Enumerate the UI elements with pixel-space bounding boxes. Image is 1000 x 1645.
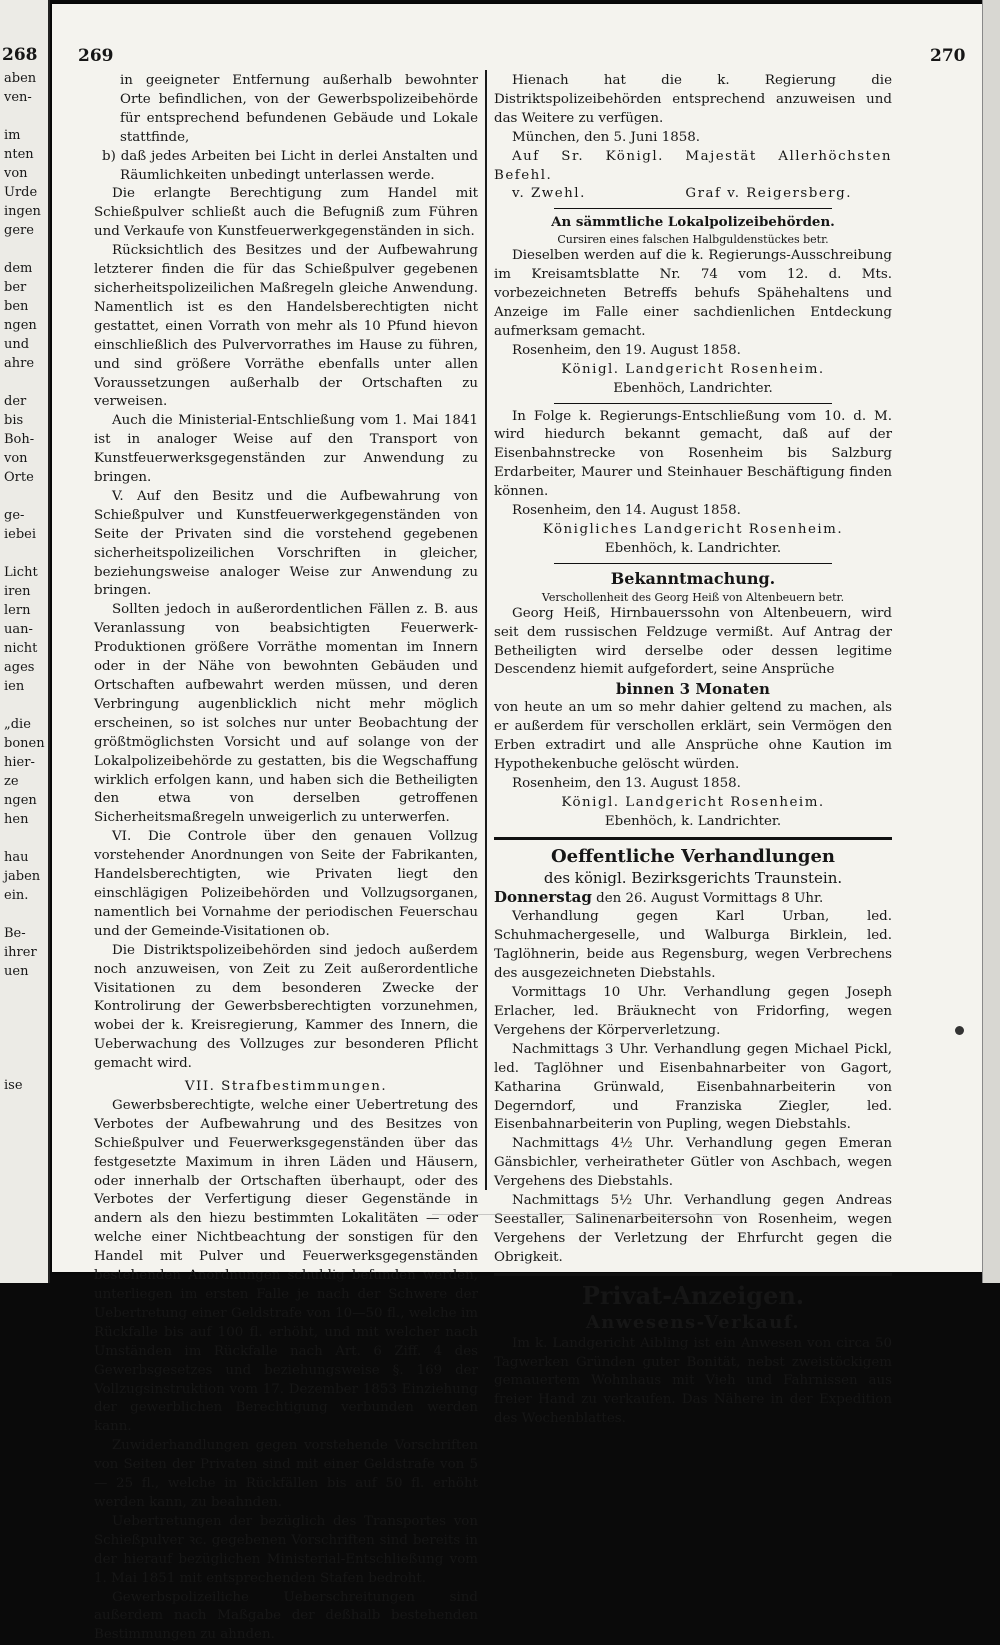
signature: Graf v. Reigersberg. <box>685 185 852 204</box>
hearing-entry: Vormittags 10 Uhr. Verhandlung gegen Joseph Erlacher, led. Bräuknecht von Fridorfing, wegen Vergehens der Körperverletzung. <box>494 984 892 1041</box>
notice-subject: Cursiren eines falschen Halbguldenstückes betr. <box>494 232 892 247</box>
issuer: Königliches Landgericht Rosenheim. <box>494 521 892 540</box>
signatures <box>494 185 892 204</box>
section-heading: Oeffentliche Verhandlungen <box>494 845 892 869</box>
previous-page-fragment: von <box>4 165 48 183</box>
deadline: binnen 3 Monaten <box>494 680 892 699</box>
hearing-entry: Nachmittags 5½ Uhr. Verhandlung gegen Andreas Seestaller, Salinenarbeitersohn von Rosenheim, wegen Vergehens der Verletzung der Ehrfurcht gegen die Obrigkeit. <box>494 1192 892 1268</box>
separator-rule <box>494 837 892 840</box>
previous-page-fragment: iren <box>4 583 48 601</box>
previous-page-fragment: jaben <box>4 868 48 886</box>
hearing-entry: Verhandlung gegen Karl Urban, led. Schuhmachergeselle, und Walburga Birklein, led. Taglöhnerin, beide aus Regensburg, wegen Verbrechens des ausgezeichneten Diebstahls. <box>494 908 892 984</box>
ad-heading: Anwesens-Verkauf. <box>494 1311 892 1335</box>
signature: Ebenhöch, k. Landrichter. <box>494 813 892 832</box>
previous-page-fragment: Urde <box>4 184 48 202</box>
issuer: Königl. Landgericht Rosenheim. <box>494 361 892 380</box>
previous-page-fragment: gere <box>4 222 48 240</box>
day-label: Donnerstag <box>494 888 592 906</box>
paragraph: Auch die Ministerial-Entschließung vom 1. Mai 1841 ist in analoger Weise auf den Transport von Kunstfeuerwerksgegenständen zur Anwendung zu bringen. <box>94 412 478 488</box>
paragraph: Georg Heiß, Hirnbauerssohn von Altenbeuern, wird seit dem russischen Feldzuge vermißt. Auf Antrag der Betheiligten wird derselbe oder dessen legitime Descendenz hiemit aufgefordert, seine Ansprüche <box>494 605 892 681</box>
notice-heading: Bekanntmachung. <box>494 568 892 590</box>
signature: v. Zwehl. <box>512 185 586 204</box>
paragraph: Gewerbsberechtigte, welche einer Uebertretung des Verbotes der Aufbewahrung und des Besitzes von Schießpulver und Feuerwerksgegenständen über das festgesetzte Maximum in ihren Läden und Häusern, oder innerhalb der Ortschaften überhaupt, oder des Verbotes der Verfertigung dieser Gegenstände in andern als den hiezu bestimmten Lokalitäten — oder welche einer Nichtbeachtung der sonstigen für den Handel mit Pulver und Feuerwerksgegenständen bestehenden Anordnungen schuldig befunden werden, unterliegen im ersten Falle je nach der Schwere der Uebertretung einer Geldstrafe von 10—50 fl., welche im Rückfalle bis auf 100 fl. erhöht, und mit welcher nach Umständen im Rückfalle nach Art. 6 Ziff. 4 des Gewerbsgesetzes und beziehungsweise §. 169 der Vollzugsinstruktion vom 17. Dezember 1853 Einziehung der gewerblichen Berechtigung verbunden werden kann. <box>94 1097 478 1437</box>
previous-page-fragment: dem <box>4 260 48 278</box>
hearing-entry: Nachmittags 3 Uhr. Verhandlung gegen Michael Pickl, led. Taglöhner und Eisenbahnarbeiter von Gagort, Katharina Grünwald, Eisenbahnarbeiterin von Degerndorf, und Franziska Ziegler, led. Eisenbahnarbeiterin von Pupling, wegen Diebstahls. <box>494 1041 892 1136</box>
advertisement: Im k. Landgericht Aibling ist ein Anwesen von circa 50 Tagwerken Gründen guter Bonität, nebst zweistöckigem gemauertem Wohnhaus mit Vieh und Fahrnissen aus freier Hand zu verkaufen. Das Nähere in der Expedition des Wochenblattes. <box>494 1335 892 1430</box>
right-column <box>494 72 892 1429</box>
paragraph: von heute an um so mehr dahier geltend zu machen, als er außerdem für verschollen erklärt, sein Vermögen den Erben extradirt und alle Ansprüche ohne Kaution im Hypothekenbuche gelöscht würden. <box>494 699 892 775</box>
previous-page-fragment: ahre <box>4 355 48 373</box>
previous-page-fragment: ihrer <box>4 944 48 962</box>
next-page-edge <box>982 0 1000 1283</box>
paragraph: b) daß jedes Arbeiten bei Licht in derlei Anstalten und Räumlichkeiten unbedingt unterlassen werde. <box>94 148 478 186</box>
paragraph: V. Auf den Besitz und die Aufbewahrung von Schießpulver und Kunstfeuerwerkgegenständen von Seite der Privaten sind die vorstehend gegebenen sicherheitspolizeilichen Vorschriften in gleicher, beziehungsweise analoger Weise zur Anwendung zu bringen. <box>94 488 478 601</box>
column-divider <box>485 70 487 1190</box>
previous-page-fragment: im <box>4 127 48 145</box>
previous-page-fragment: hier- <box>4 754 48 772</box>
page-number-left: 269 <box>78 46 114 66</box>
previous-page-fragment: ber <box>4 279 48 297</box>
previous-page-fragment: ven- <box>4 89 48 107</box>
paragraph: in geeigneter Entfernung außerhalb bewohnter Orte befindlichen, von der Gewerbspolizeibehörde für entsprechend befundenen Gebäude und Lokale stattfinde, <box>94 72 478 148</box>
separator-rule <box>554 563 832 564</box>
separator-rule <box>494 1273 892 1276</box>
section-heading: Privat-Anzeigen. <box>494 1281 892 1311</box>
paragraph: Rücksichtlich des Besitzes und der Aufbewahrung letzterer finden die für das Schießpulver gegebenen sicherheitspolizeilichen Maßregeln gleiche Anwendung. Namentlich ist es den Handelsberechtigten nicht gestattet, einen Vorrath von mehr als 10 Pfund hievon einschließlich des Pulvervorrathes im Hause zu führen, und sind größere Vorräthe ebenfalls unter allen Voraussetzungen außerhalb der Ortschaften zu verweisen. <box>94 242 478 412</box>
previous-page-fragment: iebei <box>4 526 48 544</box>
previous-page-fragment: von <box>4 450 48 468</box>
paragraph: Uebertretungen der bezüglich des Transportes von Schießpulver ꝛc. gegebenen Vorschriften sind bereits in der hierauf bezüglichen Ministerial-Entschließung vom 1. Mai 1851 mit entsprechenden Stafen bedroht. <box>94 1513 478 1589</box>
previous-page-fragment: lern <box>4 602 48 620</box>
previous-page-number: 268 <box>2 45 38 65</box>
paragraph: Gewerbspolizeiliche Ueberschreitungen sind außerdem nach Maßgabe der deßhalb bestehenden Bestimmungen zu ahnden. <box>94 1589 478 1645</box>
section-subheading: des königl. Bezirksgerichts Traunstein. <box>494 869 892 888</box>
date-line: Rosenheim, den 14. August 1858. <box>494 502 892 521</box>
authority-line: Auf Sr. Königl. Majestät Allerhöchsten Befehl. <box>494 148 892 186</box>
previous-page-fragment: bonen <box>4 735 48 753</box>
hearing-entry: Nachmittags 4½ Uhr. Verhandlung gegen Emeran Gänsbichler, verheiratheter Gütler von Aschbach, wegen Vergehens des Diebstahls. <box>494 1135 892 1192</box>
previous-page-fragment: und <box>4 336 48 354</box>
previous-page-fragment: ise <box>4 1077 48 1095</box>
previous-page-fragment: ben <box>4 298 48 316</box>
time-label: den 26. August Vormittags 8 Uhr. <box>592 891 823 906</box>
notice-heading: An sämmtliche Lokalpolizeibehörden. <box>494 213 892 232</box>
previous-page-fragment: ien <box>4 678 48 696</box>
date-line: Rosenheim, den 13. August 1858. <box>494 775 892 794</box>
separator-rule <box>554 208 832 209</box>
date-line: Rosenheim, den 19. August 1858. <box>494 342 892 361</box>
previous-page-fragment: ein. <box>4 887 48 905</box>
previous-page-fragment: uen <box>4 963 48 981</box>
paragraph: Sollten jedoch in außerordentlichen Fällen z. B. aus Veranlassung von beabsichtigten Feuerwerk-Produktionen größere Vorräthe momentan im Innern oder in der Nähe von bewohnten Gebäuden und Ortschaften aufbewahrt werden müssen, und deren Verbringung augenblicklich nicht mehr möglich erscheinen, so ist solches nur unter Beobachtung der größtmöglichsten Vorsicht und auf solange von der Lokalpolizeibehörde zu gestatten, bis die Wegschaffung wirklich erfolgen kann, und haben sich die Betheiligten den etwa von derselben getroffenen Sicherheitsmaßregeln unweigerlich zu unterwerfen. <box>94 601 478 828</box>
previous-page-fragment: nicht <box>4 640 48 658</box>
date-line: München, den 5. Juni 1858. <box>494 129 892 148</box>
previous-page-fragment: ge- <box>4 507 48 525</box>
issuer: Königl. Landgericht Rosenheim. <box>494 794 892 813</box>
document-page <box>52 4 982 1272</box>
section-heading: VII. Strafbestimmungen. <box>94 1078 478 1097</box>
signature: Ebenhöch, Landrichter. <box>494 380 892 399</box>
paragraph: In Folge k. Regierungs-Entschließung vom 10. d. M. wird hiedurch bekannt gemacht, daß auf der Eisenbahnstrecke von Rosenheim bis Salzburg Erdarbeiter, Maurer und Steinhauer Beschäftigung finden können. <box>494 408 892 503</box>
previous-page-fragment: Licht <box>4 564 48 582</box>
previous-page-fragment: ingen <box>4 203 48 221</box>
previous-page-fragment: aben <box>4 70 48 88</box>
footer-rule <box>432 1214 732 1221</box>
previous-page-fragment: ngen <box>4 317 48 335</box>
previous-page-fragment: hau <box>4 849 48 867</box>
previous-page-fragment: ages <box>4 659 48 677</box>
signature: Ebenhöch, k. Landrichter. <box>494 540 892 559</box>
previous-page-fragment: bis <box>4 412 48 430</box>
previous-page-fragment: ze <box>4 773 48 791</box>
previous-page-fragment: nten <box>4 146 48 164</box>
previous-page-fragment: Boh- <box>4 431 48 449</box>
paragraph: Dieselben werden auf die k. Regierungs-Ausschreibung im Kreisamtsblatte Nr. 74 vom 12. d. Mts. vorbezeichneten Betreffs behufs Spähehaltens und Anzeige im Falle einer sachdienlichen Entdeckung aufmerksam gemacht. <box>494 247 892 342</box>
separator-rule <box>554 403 832 404</box>
left-column <box>94 72 478 1645</box>
paragraph: Die erlangte Berechtigung zum Handel mit Schießpulver schließt auch die Befugniß zum Führen und Verkaufe von Kunstfeuerwerkgegenständen in sich. <box>94 185 478 242</box>
previous-page-fragment: uan- <box>4 621 48 639</box>
notice-subject: Verschollenheit des Georg Heiß von Altenbeuern betr. <box>494 590 892 605</box>
paragraph: Zuwiderhandlungen gegen vorstehende Vorschriften von Seiten der Privaten sind mit einer Geldstrafe von 5 — 25 fl., welche in Rückfällen bis auf 50 fl. erhöht werden kann, zu beahnden. <box>94 1437 478 1513</box>
paragraph: Die Distriktspolizeibehörden sind jedoch außerdem noch anzuweisen, von Zeit zu Zeit außerordentliche Visitationen zu dem besonderen Zwecke der Kontrolirung der Gewerbsberechtigten vorzunehmen, wobei der k. Kreisregierung, Kammer des Innern, die Ueberwachung des Vollzuges zur besonderen Pflicht gemacht wird. <box>94 942 478 1074</box>
previous-page-fragment: ngen <box>4 792 48 810</box>
paragraph: VI. Die Controle über den genauen Vollzug vorstehender Anordnungen von Seite der Fabrikanten, Handelsberechtigten, wie Privaten liegt den einschlägigen Polizeibehörden und Vollzugsorganen, namentlich bei Vornahme der periodischen Feuerschau und der Gemeinde-Visitationen ob. <box>94 828 478 941</box>
paragraph: Hienach hat die k. Regierung die Distriktspolizeibehörden entsprechend anzuweisen und das Weitere zu verfügen. <box>494 72 892 129</box>
previous-page-edge <box>0 0 50 1283</box>
previous-page-fragment: Orte <box>4 469 48 487</box>
previous-page-fragment: der <box>4 393 48 411</box>
page-number-right: 270 <box>930 46 966 66</box>
previous-page-fragment: Be- <box>4 925 48 943</box>
paper-speck <box>955 1026 964 1035</box>
previous-page-fragment: „die <box>4 716 48 734</box>
previous-page-fragment: hen <box>4 811 48 829</box>
